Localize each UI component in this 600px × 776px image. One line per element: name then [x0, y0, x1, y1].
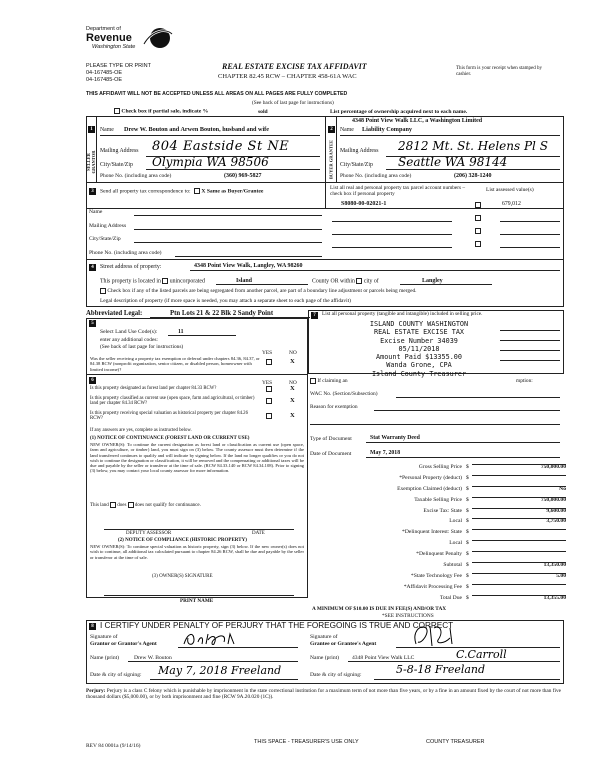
exemption-yes-checkbox[interactable]: [266, 359, 272, 365]
seller-city-label: City/State/Zip: [100, 162, 133, 168]
rev-code: REV 84 0001a (9/14/16): [86, 743, 141, 749]
buyer-phone-label: Phone No. (including area code): [340, 173, 412, 179]
send-all-text: Send all property tax correspondence to:: [100, 188, 191, 195]
tax-row-label: Taxable Selling Price: [414, 497, 462, 503]
does-checkbox[interactable]: [110, 502, 116, 508]
located-row: [100, 278, 205, 284]
buyer-city-label: City/State/Zip: [340, 162, 373, 168]
tax-row-label: Local: [449, 540, 462, 546]
additional-codes: enter any additional codes:: [100, 337, 158, 343]
tax-row-value[interactable]: 3,750.00: [546, 518, 566, 524]
see-back-note: (See back of last page for instructions): [252, 100, 334, 106]
notice2-body: NEW OWNER(S): To continue special valuation as historic property, sign (3) below. If the new owner(s) does not wish to continue, all additional tax calculated pursuant to chapter 84.26 RCW, shall be due and payable by the seller or transferor at the time of sale.: [90, 544, 304, 560]
assessed-header: List assessed value(s): [486, 187, 534, 193]
grantee-signature-icon: [410, 622, 460, 650]
form-title: REAL ESTATE EXCISE TAX AFFIDAVIT: [222, 62, 367, 71]
segregated-text: Check box if any of the listed parcels are being segregated from another parcel, are part of a boundary line adjustment or parcels being merged.: [107, 288, 417, 295]
current-use-yes-checkbox[interactable]: [266, 398, 272, 404]
perjury-note: [86, 688, 564, 701]
unincorporated-checkbox[interactable]: [162, 278, 168, 284]
county-or-text: County OR within: [312, 278, 355, 285]
stamp-line-7: Island County Treasurer: [371, 369, 467, 378]
grantor-sig-of: Signature of: [90, 634, 118, 640]
dept-line1: Department of: [86, 26, 121, 32]
does-not-checkbox[interactable]: [128, 502, 134, 508]
form-code-2: 04-167485-OE: [86, 77, 123, 83]
tax-row-label: *Affidavit Processing Fee: [403, 584, 462, 590]
continuance-row: [90, 502, 201, 508]
form-code-1: 04-167485-OE: [86, 70, 123, 76]
exemption-suffix: mption:: [516, 378, 533, 384]
seller-mailing-label: Mailing Address: [100, 148, 139, 154]
unincorporated-text: unincorporated: [169, 278, 205, 285]
sold-label: sold: [258, 109, 268, 115]
dept-line2: Revenue: [86, 32, 132, 44]
tax-row-value[interactable]: 13,350.00: [543, 562, 566, 568]
exemption-no-x[interactable]: X: [290, 358, 295, 365]
grantee-name-value[interactable]: 4348 Point View Walk LLC: [352, 655, 415, 661]
buyer-name-line1[interactable]: 4348 Point View Walk LLC, a Washington Limited: [352, 118, 483, 124]
grantee-name-label: Name (print): [310, 655, 340, 661]
county-treasurer: COUNTY TREASURER: [426, 739, 485, 745]
seller-mailing[interactable]: 804 Eastside St NE: [152, 139, 290, 154]
tax-row-value[interactable]: No: [559, 486, 566, 492]
buyer-city[interactable]: Seattle WA 98144: [398, 155, 508, 169]
perjury-label: Perjury:: [86, 688, 106, 694]
abbrev-legal-label: Abbreviated Legal:: [86, 310, 143, 317]
section-3-badge: 3: [89, 188, 96, 195]
notice1-body: NEW OWNER(S): To continue the current designation as forest land or classification as current use (open space, farm and agriculture, or timber) land, you must sign on (3) below. The county assessor must then determine if the land transferred continues to qualify and will indicate by signing below. If the land no longer qualifies or you do not wish to continue the designation or classification, it will be removed and the compensating or additional taxes will be due and payable by the seller or transferor at the time of sale. (RCW 84.33.140 or RCW 84.34.108). Prior to signing (3) below, you may contact your local county assessor for more information.: [90, 442, 304, 474]
buyer-name-label: Name: [340, 127, 354, 133]
no-header-6: NO: [289, 380, 297, 386]
tax-row-label: *Personal Property (deduct): [399, 475, 462, 481]
perjury-text: Perjury is a class C felony which is punishable by imprisonment in the state correctional institution for a maximum term of not more than five years, or by a fine in an amount fixed by the court of not more than five thousand dollars ($5,000.00), or by both imprisonment and fine (RCW 9A.20.020 (1C)).: [86, 688, 561, 701]
land-use-code[interactable]: 11: [178, 329, 184, 335]
stamp-line-6: Wanda Grone, CPA: [386, 361, 452, 370]
grantor-date-label: Date & city of signing:: [90, 672, 142, 678]
city-of-checkbox[interactable]: [356, 278, 362, 284]
buyer-side-label: BUYER GRANTEE: [328, 139, 334, 180]
forest-yes-checkbox[interactable]: [266, 386, 272, 392]
same-as-text: X Same as Buyer/Grantee: [201, 188, 264, 195]
tax-row-value[interactable]: 9,600.00: [546, 508, 566, 514]
tax-row-label: *Delinquent Interest: State: [402, 529, 462, 535]
doc-date-value[interactable]: May 7, 2018: [370, 450, 401, 456]
grantee-name-hw[interactable]: C.Carroll: [456, 648, 507, 661]
section-2-badge: 2: [328, 126, 335, 133]
corr-field-phone: Phone No. (including area code): [89, 250, 162, 256]
county-or-row: [312, 278, 379, 284]
list-pct-note: List percentage of ownership acquired next to each name.: [330, 109, 468, 115]
send-all-label: [100, 188, 263, 194]
see-instructions: *SEE INSTRUCTIONS: [382, 613, 434, 619]
grantee-agent-label: Grantee or Grantee's Agent: [310, 641, 377, 647]
claiming-checkbox[interactable]: [310, 378, 316, 384]
stamp-line-5: Amount Paid $13355.00: [376, 353, 462, 362]
assessed-value[interactable]: 679,012: [502, 201, 521, 207]
city-value[interactable]: Langley: [422, 278, 443, 284]
seller-phone[interactable]: (360) 969-5827: [224, 173, 262, 179]
reason-label: Reason for exemption: [310, 404, 358, 410]
tax-row-label: Gross Selling Price: [418, 464, 462, 470]
grantor-agent-label: Grantor or Grantor's Agent: [90, 641, 157, 647]
section-6-badge: 6: [89, 377, 96, 384]
parcel-header: List all real and personal property tax parcel account numbers – check box if personal property: [330, 185, 466, 197]
doc-type-label: Type of Document: [310, 436, 352, 442]
doc-type-value[interactable]: Stat Warranty Deed: [370, 435, 420, 441]
minimum-fee-note: A MINIMUM OF $10.00 IS DUE IN FEE(S) AND/OR TAX: [312, 606, 447, 612]
this-land-text: This land: [90, 503, 109, 509]
owner-sig-label: (3) OWNER(S) SIGNATURE: [152, 574, 213, 579]
receipt-note: This form is your receipt when stamped by cashier.: [456, 66, 542, 77]
seller-name-label: Name: [100, 127, 114, 133]
if-claiming-label: [310, 378, 348, 384]
if-claiming-text: If claiming an: [317, 378, 348, 385]
tax-row-value[interactable]: 13,355.00: [543, 595, 566, 601]
forest-no-x[interactable]: X: [290, 385, 295, 392]
buyer-phone[interactable]: (206) 328-1240: [454, 173, 492, 179]
abbrev-legal-value[interactable]: Ptn Lots 21 & 22 Blk 2 Sandy Point: [170, 310, 274, 317]
parcel-lines: [330, 199, 562, 259]
notice2-title: (2) NOTICE OF COMPLIANCE (HISTORIC PROPERTY): [118, 538, 247, 543]
current-use-no-x[interactable]: X: [290, 397, 295, 404]
stamp-line-1: ISLAND COUNTY WASHINGTON: [369, 320, 469, 328]
seller-side-label: SELLER GRANTOR: [86, 150, 96, 174]
treasurer-space: THIS SPACE - TREASURER'S USE ONLY: [254, 739, 359, 745]
seller-city[interactable]: Olympia WA 98506: [152, 155, 269, 169]
does-not-text: does not qualify for continuance.: [134, 503, 201, 509]
stamp-line-4: 05/11/2018: [398, 344, 440, 353]
wac-label: WAC No. (Section/Subsection): [310, 391, 378, 397]
seller-side-tab: [86, 117, 97, 182]
date-label: DATE: [252, 531, 265, 536]
partial-sale-label: Check box if partial sale, indicate %: [121, 108, 209, 115]
tax-row-label: *State Technology Fee: [410, 573, 462, 579]
select-code-label: Select Land Use Code(s):: [100, 329, 158, 335]
certify-statement: I CERTIFY UNDER PENALTY OF PERJURY THAT THE FOREGOING IS TRUE AND CORRECT: [100, 621, 454, 630]
seller-name[interactable]: Drew W. Bouton and Arwen Bouton, husband and wife: [124, 126, 269, 133]
not-accepted-notice: THIS AFFIDAVIT WILL NOT BE ACCEPTED UNLESS ALL AREAS ON ALL PAGES ARE FULLY COMPLETED: [86, 91, 348, 97]
historic-yes-checkbox[interactable]: [266, 413, 272, 419]
if-yes-note: If any answers are yes, complete as instructed below.: [90, 428, 192, 433]
historic-no-x[interactable]: X: [290, 412, 295, 419]
buyer-section: [326, 117, 564, 182]
partial-sale-checkbox[interactable]: [114, 108, 120, 114]
section-5-badge: 5: [89, 320, 96, 327]
county-value[interactable]: Island: [236, 278, 253, 284]
section-8-badge: 8: [89, 623, 96, 630]
section-1-badge: 1: [88, 126, 95, 133]
logo-swoosh-icon: [142, 26, 174, 50]
segregated-checkbox[interactable]: [100, 288, 106, 294]
tax-row-value[interactable]: 750,000.00: [540, 497, 566, 503]
tax-row-label: *Delinquent Penalty: [416, 551, 462, 557]
corr-field-name: Name: [89, 209, 103, 215]
tax-row-value[interactable]: 5.00: [556, 573, 566, 579]
grantee-date-value[interactable]: 5-8-18 Freeland: [396, 663, 486, 676]
tax-row-label: Excise Tax: State: [423, 508, 462, 514]
dept-line3: Washington State: [92, 44, 136, 50]
treasurer-stamp: [344, 320, 494, 378]
please-type: PLEASE TYPE OR PRINT: [86, 63, 152, 69]
section-4-badge: 4: [89, 264, 96, 271]
tax-row-value[interactable]: 750,000.00: [540, 464, 566, 470]
grantee-date-label: Date & city of signing:: [310, 672, 362, 678]
corr-field-mailing: Mailing Address: [89, 223, 127, 229]
grantor-signature-icon: [182, 630, 240, 648]
list-personal: List all personal property (tangible and intangible) included in selling price.: [322, 311, 483, 317]
legal-desc: Legal description of property (if more space is needed, you may attach a separate sheet to each page of the affidavit): [100, 298, 351, 304]
corr-field-city: City/State/Zip: [89, 236, 121, 242]
does-text: does: [117, 503, 127, 509]
buyer-mailing-label: Mailing Address: [340, 148, 379, 154]
form-subtitle: CHAPTER 82.45 RCW – CHAPTER 458-61A WAC: [218, 73, 357, 80]
street-address[interactable]: 4348 Point View Walk, Langley, WA 98260: [194, 263, 303, 269]
section-7-badge: 7: [311, 312, 318, 319]
tax-row-label: Total Due: [439, 595, 462, 601]
yes-header-5: YES: [262, 350, 273, 356]
stamp-line-2: REAL ESTATE EXCISE TAX: [373, 328, 465, 337]
grantor-name-value[interactable]: Drew W. Bouton: [134, 655, 172, 661]
segregated-row: [100, 288, 417, 294]
partial-sale-row: [114, 108, 208, 114]
seller-section: [86, 117, 325, 182]
exemption-question: Was the seller receiving a property tax exemption or deferral under chapters 84.36, 84.37, or 84.38 RCW (nonprofit organization, senior citizen, or disabled person, homeowner with limited income)?: [90, 356, 260, 372]
parcel-number[interactable]: S8080-00-02021-1: [341, 201, 387, 207]
buyer-name[interactable]: Liability Company: [362, 126, 413, 133]
stamp-line-3: Excise Number 34039: [380, 336, 458, 345]
notice1-title: (1) NOTICE OF CONTINUANCE (FOREST LAND OR CURRENT USE): [90, 436, 250, 441]
historic-question: Is this property receiving special valuation as historical property per chapter 84.26 RCW?: [90, 411, 248, 422]
buyer-mailing[interactable]: 2812 Mt. St. Helens Pl S: [398, 139, 548, 153]
no-header-5: NO: [289, 350, 297, 356]
dor-logo: [86, 26, 176, 60]
located-in-text: This property is located in: [100, 278, 161, 285]
tax-row-label: Subtotal: [443, 562, 462, 568]
yes-header-6: YES: [262, 380, 273, 386]
tax-row-label: Local: [449, 518, 462, 524]
tax-row-label: Exemption Claimed (deduct): [397, 486, 462, 492]
grantor-date-value[interactable]: May 7, 2018 Freeland: [158, 664, 282, 677]
buyer-side-tab: [326, 117, 337, 182]
print-name-label: PRINT NAME: [180, 598, 214, 604]
grantor-name-label: Name (print): [90, 655, 120, 661]
seller-phone-label: Phone No. (including area code): [100, 173, 172, 179]
city-of-text: city of: [363, 278, 379, 285]
deputy-assessor-label: DEPUTY ASSESSOR: [126, 531, 172, 536]
grantee-sig-of: Signature of: [310, 634, 338, 640]
forest-question: Is this property designated as forest land per chapter 84.33 RCW?: [90, 386, 217, 391]
current-use-question: Is this property classified as current use (open space, farm and agricultural, or timber) land per chapter 84.34 RCW?: [90, 396, 255, 407]
street-label: Street address of property:: [100, 264, 162, 270]
same-as-checkbox[interactable]: [194, 188, 200, 194]
select-see-back: (See back of last page for instructions): [100, 344, 184, 350]
doc-date-label: Date of Document: [310, 451, 352, 457]
